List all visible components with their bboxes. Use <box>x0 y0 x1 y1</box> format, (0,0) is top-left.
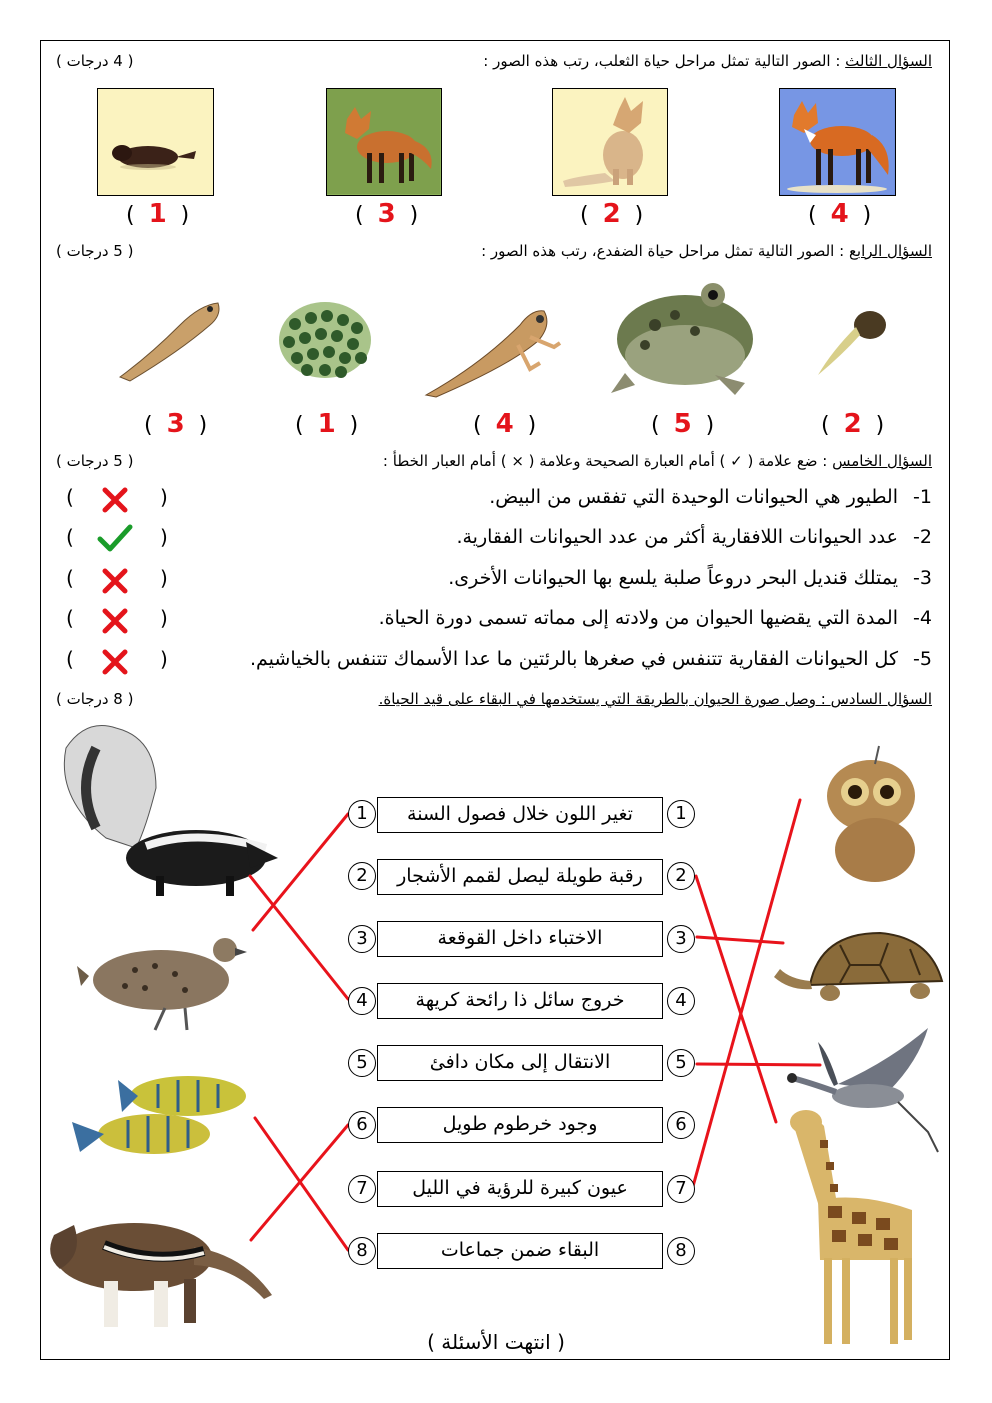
right-number-6: 6 <box>667 1111 695 1139</box>
statement-text: المدة التي يقضيها الحيوان من ولادته إلى مماته تسمى دورة الحياة. <box>378 607 898 629</box>
match-line-3-tortoise <box>697 937 783 943</box>
statement-text: يمتلك قنديل البحر دروعاً صلبة يلسع بها الحيوانات الأخرى. <box>448 567 898 589</box>
q4-answer-value: 2 <box>843 409 862 439</box>
left-number-2: 2 <box>348 862 376 890</box>
q4-answer-value: 5 <box>673 409 692 439</box>
q3-answer-value: 3 <box>377 199 396 229</box>
statement-number: 4- <box>913 607 932 629</box>
statement-2-mark-slot: ( ) <box>66 525 166 555</box>
right-number-3: 3 <box>667 925 695 953</box>
q5-title-rest: : ضع علامة ( ✓ ) أمام العبارة الصحيحة وعلامة ( × ) أمام العبار الخطأ : <box>382 452 833 470</box>
statement-number: 3- <box>913 567 932 589</box>
q3-answer-2: ( 3 ) <box>355 199 419 229</box>
trait-box-7: عيون كبيرة للرؤية في الليل <box>377 1171 663 1207</box>
q4-answer-value: 4 <box>495 409 514 439</box>
q3-answer-value: 1 <box>148 199 167 229</box>
right-number-7: 7 <box>667 1175 695 1203</box>
statement-number: 2- <box>913 526 932 548</box>
right-number-8: 8 <box>667 1237 695 1265</box>
trait-box-4: خروج سائل ذا رائحة كريهة <box>377 983 663 1019</box>
q6-title-rest: : وصل صورة الحيوان بالطريقة التي يستخدمها في البقاء على قيد الحياة. <box>378 690 831 708</box>
statement-5-mark-slot: ( ) <box>66 647 166 677</box>
left-number-6: 6 <box>348 1111 376 1139</box>
left-number-7: 7 <box>348 1175 376 1203</box>
statement-4-mark-slot: ( ) <box>66 606 166 636</box>
match-line-8-fish <box>255 1118 348 1250</box>
trait-box-2: رقبة طويلة ليصل لقمم الأشجار <box>377 859 663 895</box>
trait-box-1: تغير اللون خلال فصول السنة <box>377 797 663 833</box>
q3-grade: ( 4 درجات ) <box>56 52 134 70</box>
q4-answer-2: ( 1 ) <box>295 409 359 439</box>
trait-box-8: البقاء ضمن جماعات <box>377 1233 663 1269</box>
left-number-8: 8 <box>348 1237 376 1265</box>
match-line-5-crane <box>697 1064 820 1065</box>
q4-answer-1: ( 3 ) <box>144 409 208 439</box>
q3-answer-3: ( 2 ) <box>580 199 644 229</box>
statement-text: الطيور هي الحيوانات الوحيدة التي تفقس من البيض. <box>489 486 898 508</box>
left-number-5: 5 <box>348 1049 376 1077</box>
q3-answer-value: 4 <box>830 199 849 229</box>
left-number-1: 1 <box>348 800 376 828</box>
q3-answer-1: ( 1 ) <box>126 199 190 229</box>
q6-grade: ( 8 درجات ) <box>56 690 134 708</box>
q3-answer-4: ( 4 ) <box>808 199 872 229</box>
q4-answer-value: 1 <box>317 409 336 439</box>
left-number-4: 4 <box>348 987 376 1015</box>
q4-grade: ( 5 درجات ) <box>56 242 134 260</box>
statement-number: 1- <box>913 486 932 508</box>
left-number-3: 3 <box>348 925 376 953</box>
q4-answer-5: ( 2 ) <box>821 409 885 439</box>
q4-answer-value: 3 <box>166 409 185 439</box>
q5-title-prefix: السؤال الخامس <box>832 452 932 470</box>
end-note: ( انتهت الأسئلة ) <box>427 1330 565 1354</box>
q4-title-rest: : الصور التالية تمثل مراحل حياة الضفدع، رتب هذه الصور : <box>481 242 849 260</box>
q4-answer-3: ( 4 ) <box>473 409 537 439</box>
match-line-1-grouse <box>253 814 348 930</box>
statement-number: 5- <box>913 648 932 670</box>
trait-box-3: الاختباء داخل القوقعة <box>377 921 663 957</box>
q3-title-prefix: السؤال الثالث <box>845 52 932 70</box>
q4-title-prefix: السؤال الرابع <box>848 242 932 260</box>
statement-1-mark-slot: ( ) <box>66 485 166 515</box>
q5-grade: ( 5 درجات ) <box>56 452 134 470</box>
statement-text: كل الحيوانات الفقارية تتنفس في صغرها بالرئتين ما عدا الأسماك تتنفس بالخياشيم. <box>250 648 898 670</box>
match-line-2-giraffe <box>696 876 776 1122</box>
right-number-4: 4 <box>667 987 695 1015</box>
q3-title-rest: : الصور التالية تمثل مراحل حياة الثعلب، رتب هذه الصور : <box>483 52 846 70</box>
match-line-4-skunk <box>250 876 348 999</box>
q6-title-prefix: السؤال السادس <box>830 690 932 708</box>
q3-answer-value: 2 <box>602 199 621 229</box>
trait-box-5: الانتقال إلى مكان دافئ <box>377 1045 663 1081</box>
statement-text: عدد الحيوانات اللافقارية أكثر من عدد الحيوانات الفقارية. <box>456 526 898 548</box>
match-line-7-tarsier <box>692 800 800 1190</box>
right-number-1: 1 <box>667 800 695 828</box>
q4-answer-4: ( 5 ) <box>651 409 715 439</box>
right-number-5: 5 <box>667 1049 695 1077</box>
right-number-2: 2 <box>667 862 695 890</box>
trait-box-6: وجود خرطوم طويل <box>377 1107 663 1143</box>
statement-3-mark-slot: ( ) <box>66 566 166 596</box>
